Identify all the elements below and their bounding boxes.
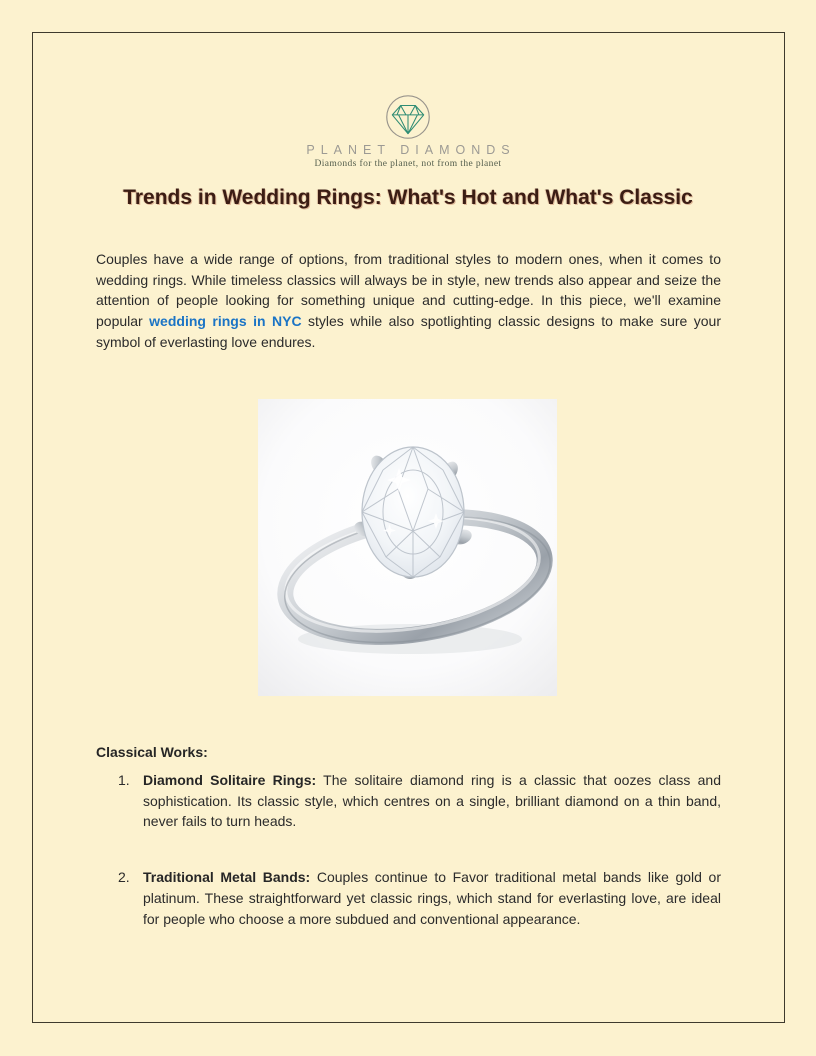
classical-works-list bbox=[118, 770, 721, 929]
list-item-body: The solitaire diamond ring is a classic that oozes class and sophistication. Its classic style, which centres on a single, brilliant diamond on a thin band, never fails to turn heads. bbox=[143, 772, 721, 830]
solitaire-ring-image bbox=[258, 399, 557, 696]
brand-tagline: Diamonds for the planet, not from the planet bbox=[314, 159, 502, 169]
list-item-title: Diamond Solitaire Rings: bbox=[143, 772, 317, 788]
list-item-body: Couples continue to Favor traditional metal bands like gold or platinum. These straightforward yet classic rings, which stand for everlasting love, are ideal for people who choose a more subdued and conventional appearance. bbox=[143, 869, 721, 927]
wedding-rings-nyc-link[interactable]: wedding rings in NYC bbox=[149, 313, 302, 330]
intro-paragraph bbox=[96, 249, 721, 353]
list-number: 2. bbox=[118, 869, 130, 886]
brand-logo bbox=[0, 94, 816, 169]
ring-photo bbox=[258, 399, 557, 696]
intro-text-before: Couples have a wide range of options, from traditional styles to modern ones, when it comes to wedding rings. While timeless classics will always be in style, new trends also appear and seize the attention of people looking for something unique and cutting-edge. In this piece, we'll examine popular bbox=[96, 251, 721, 330]
list-number: 1. bbox=[118, 772, 130, 788]
diamond-logo-icon bbox=[385, 94, 431, 140]
article-title: Trends in Wedding Rings: What's Hot and What's Classic bbox=[123, 186, 693, 209]
intro-text-after: styles while also spotlighting classic designs to make sure your symbol of everlasting love endures. bbox=[96, 313, 722, 350]
list-item bbox=[118, 867, 721, 929]
list-item bbox=[118, 770, 721, 832]
brand-name: PLANET DIAMONDS bbox=[306, 143, 516, 157]
list-item-text bbox=[143, 867, 721, 929]
section-heading: Classical Works: bbox=[96, 744, 208, 760]
list-item-text bbox=[143, 770, 721, 832]
list-item-title: Traditional Metal Bands: bbox=[143, 869, 311, 886]
